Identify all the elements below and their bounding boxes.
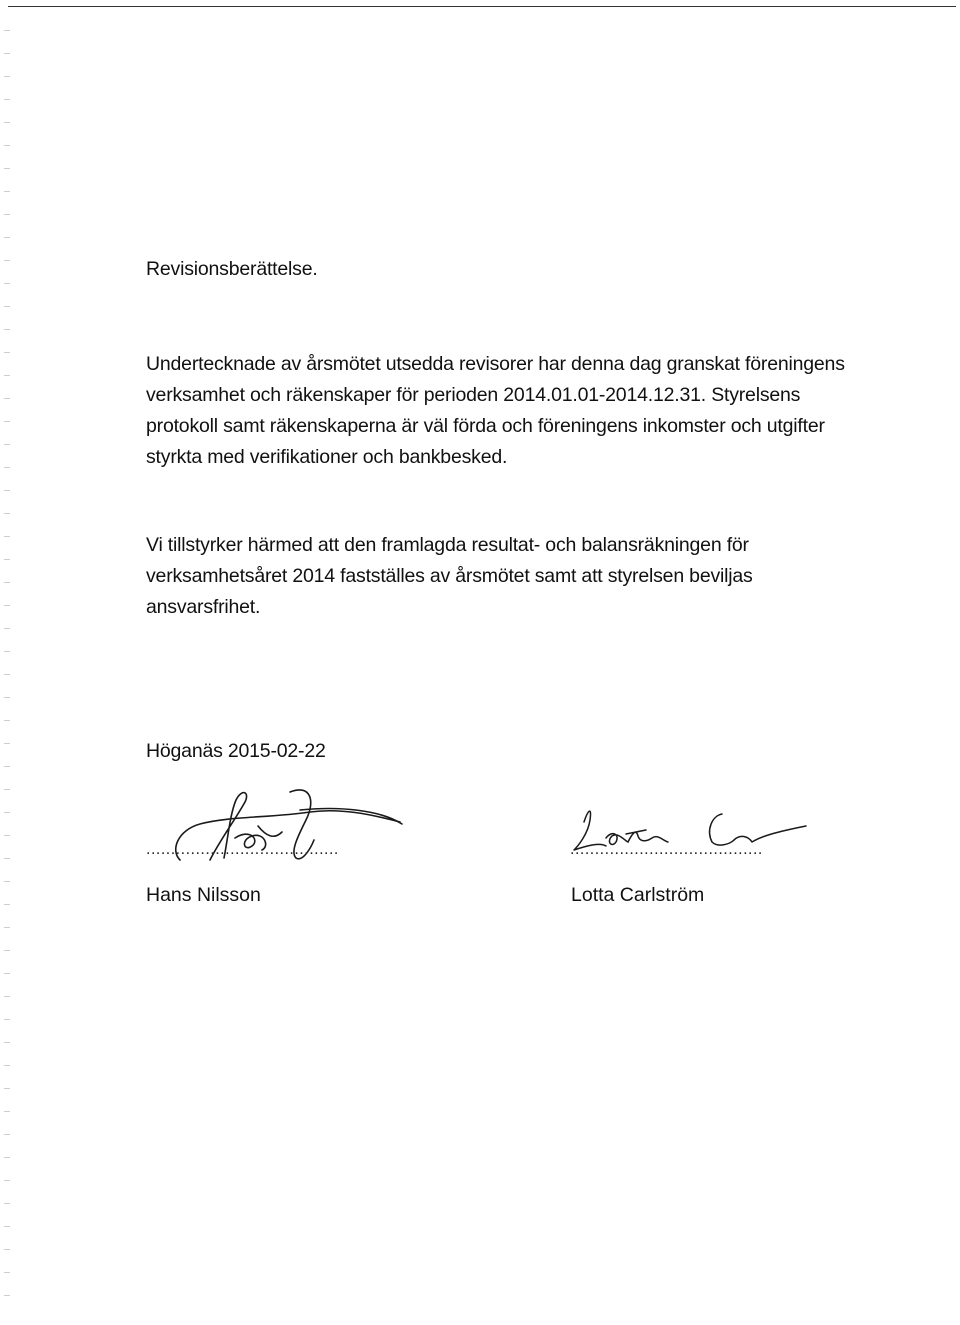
- paragraph-recommendation: Vi tillstyrker härmed att den framlagda resultat- och balansräkningen för verksamhetsåret 2014 fastställes av årsmötet samt att styrelsen beviljas ansvarsfrihet.: [146, 534, 753, 618]
- signature-hans-nilsson: [140, 780, 420, 880]
- scan-margin-noise: [4, 30, 10, 1310]
- paragraph-audit-statement: Undertecknade av årsmötet utsedda revisorer har denna dag granskat föreningens verksamhet och räkenskaper för perioden 2014.01.01-2014.12.31. Styrelsens protokoll samt räkenskaperna är väl förda och föreningens inkomster och utgifter styrkta med verifikationer och bankbesked.: [146, 353, 845, 468]
- scan-top-edge: [8, 6, 956, 7]
- document-title: Revisionsberättelse.: [146, 258, 318, 280]
- signature-block-hans-nilsson: [140, 780, 420, 920]
- signature-lotta-carlstrom: [566, 780, 826, 880]
- signature-block-lotta-carlstrom: [566, 780, 826, 920]
- place-and-date: Höganäs 2015-02-22: [146, 740, 326, 762]
- signature-line-left: .......................................: [146, 842, 339, 858]
- signature-line-right: .......................................: [570, 842, 763, 858]
- signer-name-left: Hans Nilsson: [146, 884, 261, 906]
- signer-name-right: Lotta Carlström: [571, 884, 705, 906]
